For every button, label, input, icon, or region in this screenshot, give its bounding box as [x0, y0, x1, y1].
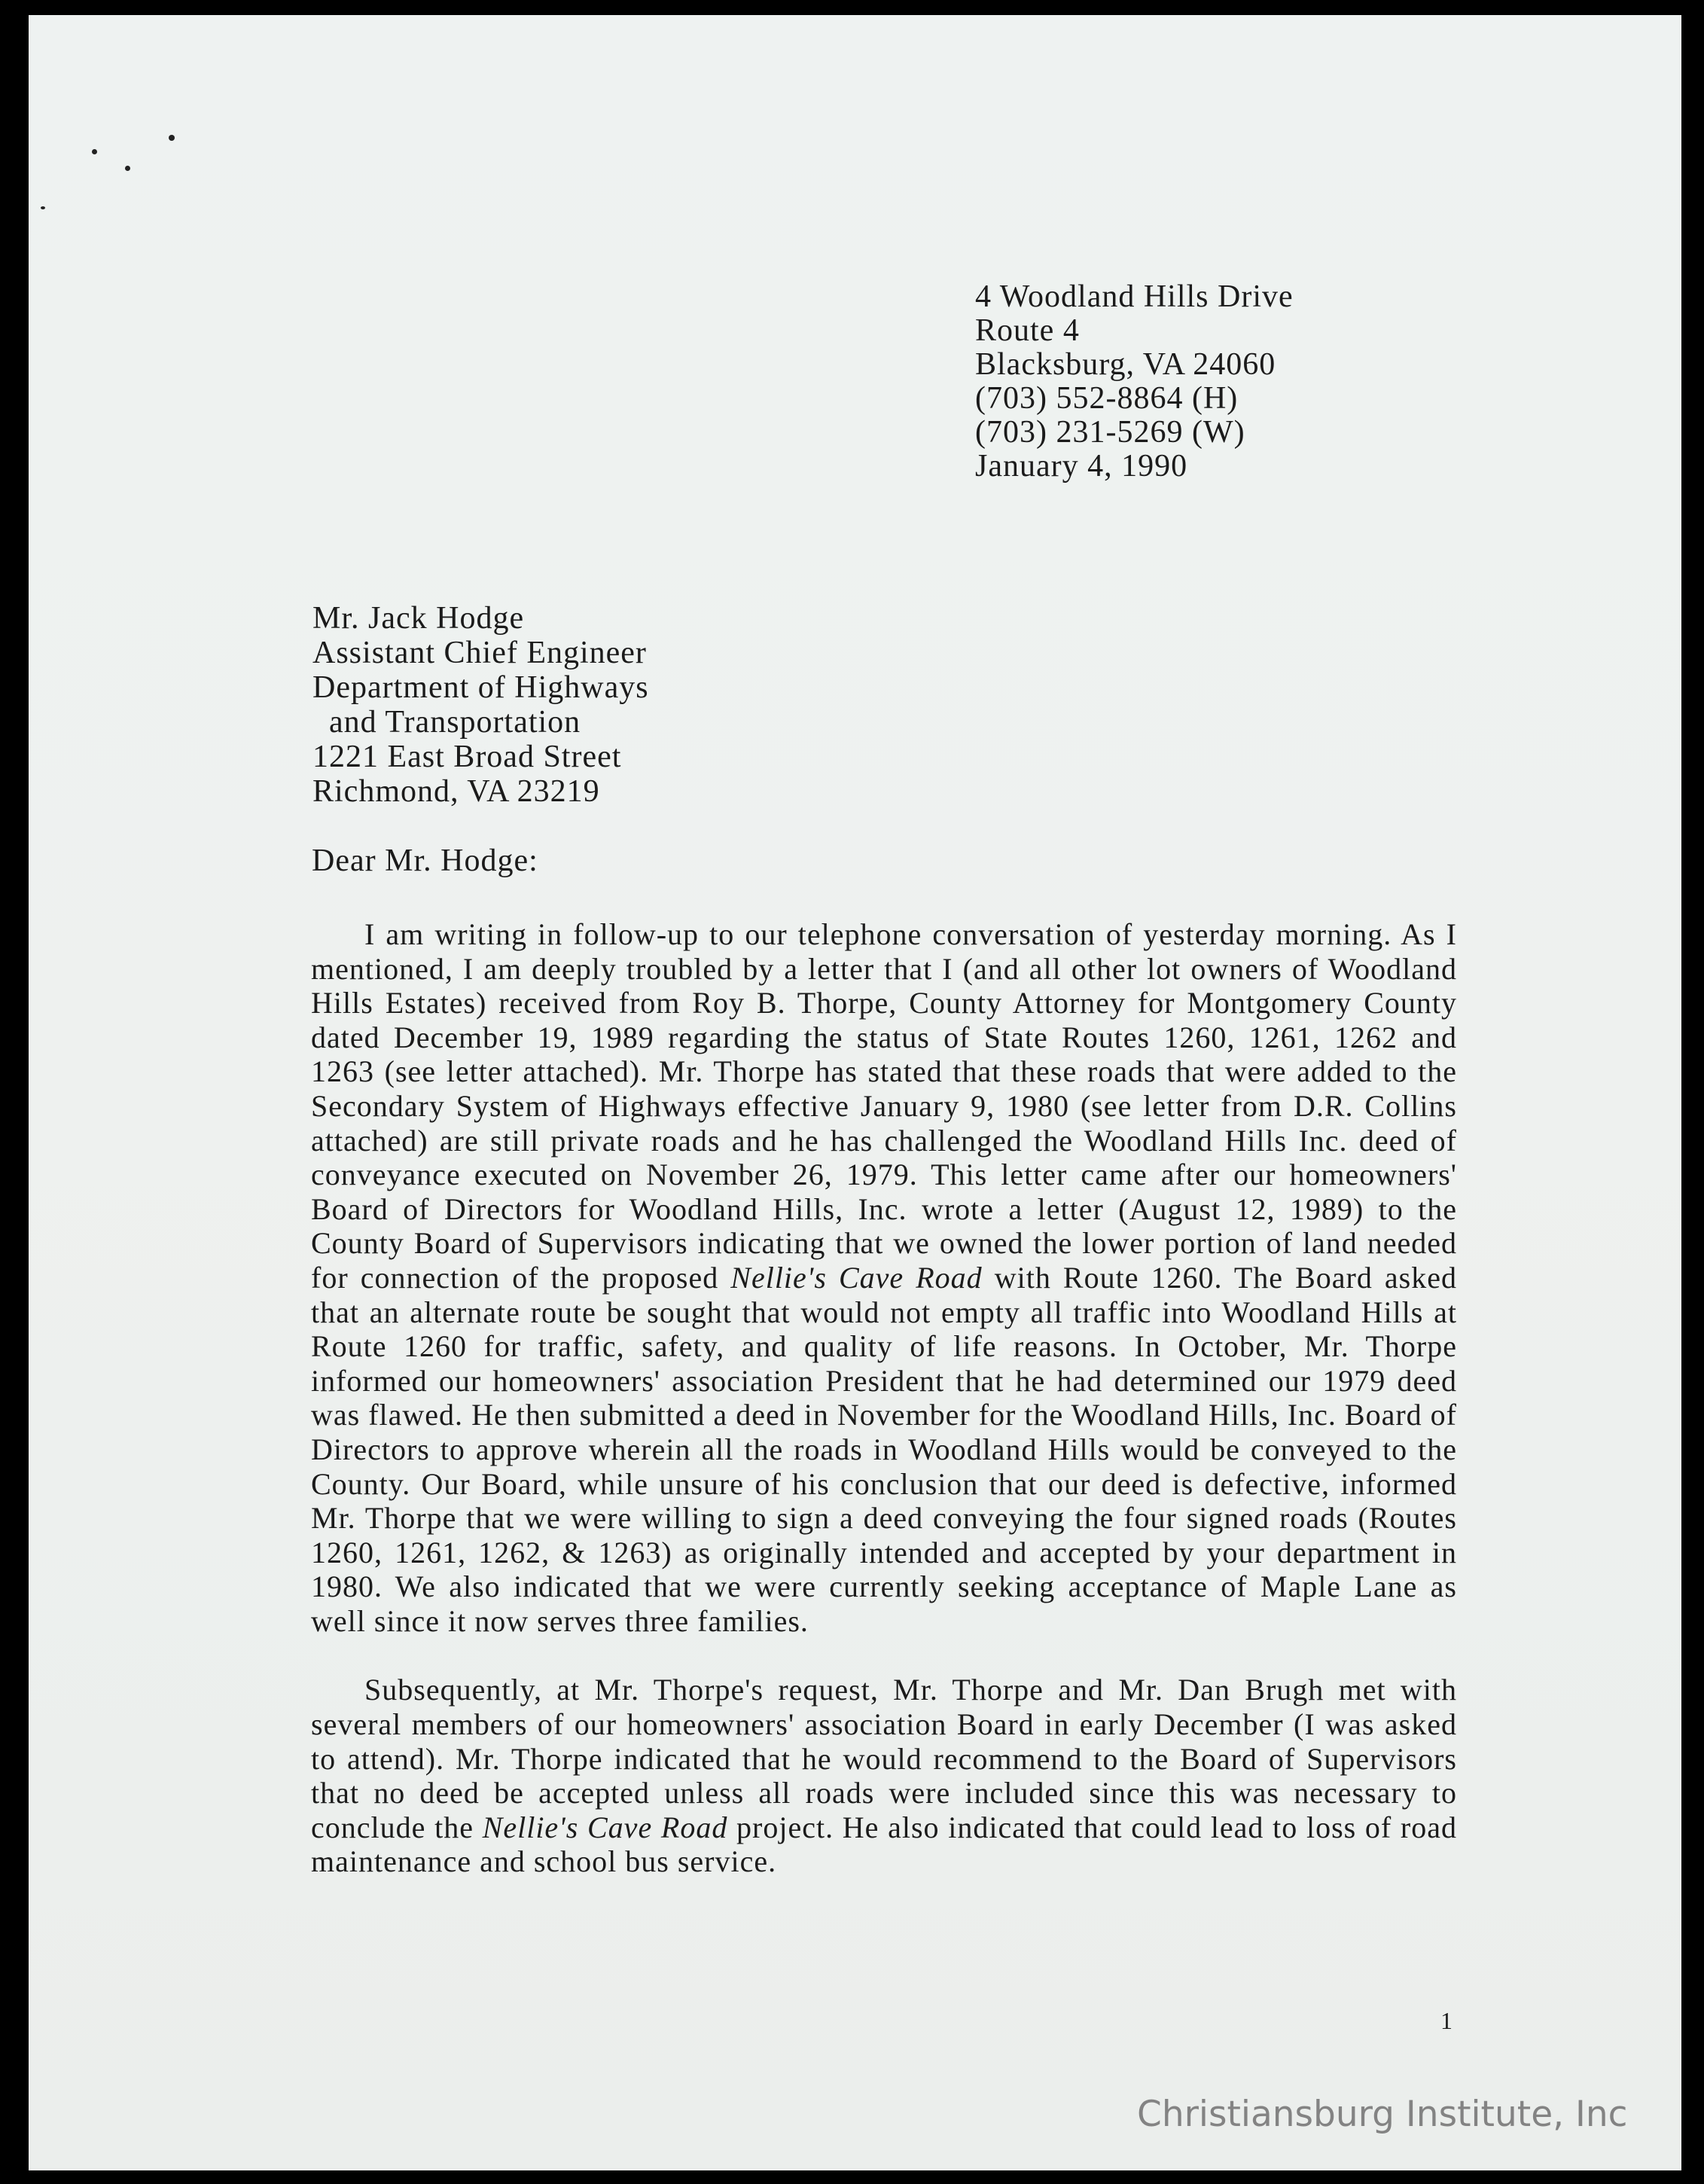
body-paragraph — [311, 917, 1457, 1638]
recipient-address-block — [312, 601, 649, 809]
letter-body — [311, 917, 1457, 1879]
recipient-city: Richmond, VA 23219 — [312, 774, 600, 809]
paragraph-text: I am writing in follow-up to our telephone conversation of yesterday morning. As I mentioned, I am deeply troubled by a letter that I (and all other lot owners of Woodland Hills Estates) received from Roy B. Thorpe, County Attorney for Montgomery County dated December 19, 1989 regarding the status of State Routes 1260, 1261, 1262 and 1263 (see letter attached). Mr. Thorpe has stated that these roads that were added to the Secondary System of Highways effective January 9, 1980 (see letter from D.R. Collins attached) are still private roads and he has challenged the Woodland Hills Inc. deed of conveyance executed on November 26, 1979. This letter came after our homeowners' Board of Directors for Woodland Hills, Inc. wrote a letter (August 12, 1989) to the County Board of Supervisors indicating that we owned the lower portion of land needed for connection of the proposed — [311, 917, 1457, 1295]
recipient-department: Department of Highways — [312, 670, 649, 705]
recipient-department-cont: and Transportation — [329, 705, 581, 740]
paragraph-text: Subsequently, at Mr. Thorpe's request, Mr. Thorpe and Mr. Dan Brugh met with several members of our homeowners' association Board in early December (I was asked to attend). Mr. Thorpe indicated that he would recommend to the Board of Supervisors that no deed be accepted unless all roads were included since this was necessary to conclude the — [311, 1673, 1457, 1844]
paragraph-text: with Route 1260. The Board asked that an alternate route be sought that would not empty all traffic into Woodland Hills at Route 1260 for traffic, safety, and quality of life reasons. In October, Mr. Thorpe informed our homeowners' association President that he had determined our 1979 deed was flawed. He then submitted a deed in November for the Woodland Hills, Inc. Board of Directors to approve wherein all the roads in Woodland Hills would be conveyed to the County. Our Board, while unsure of his conclusion that our deed is defective, informed Mr. Thorpe that we were willing to sign a deed conveying the four signed roads (Routes 1260, 1261, 1262, & 1263) as originally intended and accepted by your department in 1980. We also indicated that we were currently seeking acceptance of Maple Lane as well since it now serves three families. — [311, 1260, 1457, 1638]
sender-work-phone: (703) 231-5269 (W) — [975, 415, 1245, 450]
sender-street: 4 Woodland Hills Drive — [975, 279, 1294, 314]
archive-watermark: Christiansburg Institute, Inc — [1137, 2094, 1628, 2135]
recipient-name: Mr. Jack Hodge — [312, 601, 525, 636]
letter-date: January 4, 1990 — [975, 449, 1188, 483]
sender-route: Route 4 — [975, 313, 1080, 348]
road-name: Nellie's Cave Road — [730, 1260, 983, 1295]
sender-address-block — [975, 280, 1294, 483]
recipient-title: Assistant Chief Engineer — [312, 636, 647, 670]
recipient-street: 1221 East Broad Street — [312, 740, 622, 774]
road-name: Nellie's Cave Road — [482, 1810, 728, 1844]
scan-speck — [125, 166, 130, 171]
paragraph-text: project. He also indicated that could lead to loss of road maintenance and school bus service. — [311, 1810, 1457, 1879]
body-paragraph — [311, 1673, 1457, 1879]
scan-speck — [169, 135, 175, 141]
salutation: Dear Mr. Hodge: — [312, 843, 538, 878]
page-number: 1 — [1440, 2007, 1453, 2034]
scan-speck — [41, 206, 45, 209]
scan-speck — [92, 149, 97, 154]
sender-home-phone: (703) 552-8864 (H) — [975, 381, 1239, 416]
letter-page — [29, 15, 1681, 2170]
sender-city: Blacksburg, VA 24060 — [975, 347, 1276, 382]
